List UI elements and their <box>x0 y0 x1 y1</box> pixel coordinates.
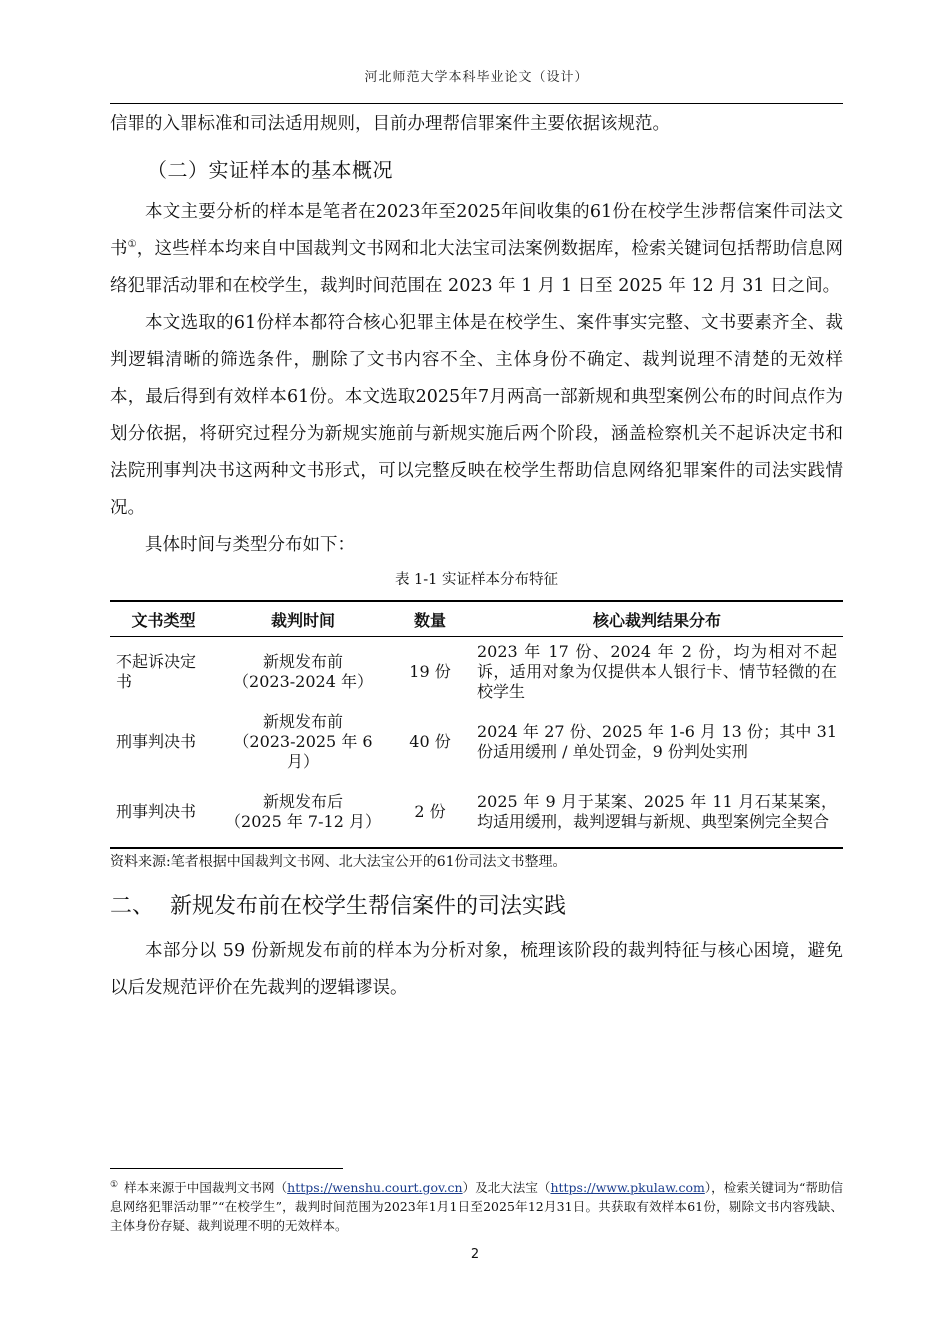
column-header-count: 数量 <box>389 601 471 637</box>
cell-type: 刑事判决书 <box>116 802 197 821</box>
page-number: 2 <box>470 1247 480 1262</box>
footnote-rule <box>110 1168 343 1169</box>
paragraph-sample-overview-text-a: 本文主要分析的样本是笔者在2023年至2025年间收集的61份在校学生涉帮信案件司法文书 <box>110 202 843 259</box>
table-source-note: 资料来源:笔者根据中国裁判文书网、北大法宝公开的61份司法文书整理。 <box>110 854 567 870</box>
table-header-row <box>110 601 843 637</box>
running-header: 河北师范大学本科毕业论文（设计） <box>364 70 589 85</box>
chapter-number: 二、 <box>110 894 155 919</box>
cell-time-main: 新规发布后 <box>262 792 343 811</box>
footnote-text-a: 样本来源于中国裁判文书网（ <box>124 1180 288 1195</box>
cell-time-main: 新规发布前 <box>262 652 343 671</box>
footnote-text-c: ），检索关键词为“帮助信息网络犯罪活动罪”“在校学生”，裁判时间范围为2023年1月1日至2025年12月31日。共获取有效样本61份，剔除文书内容残缺、主体身份存疑、裁判说理不明的无效样本。 <box>110 1180 843 1233</box>
footnote-reference[interactable]: ① <box>127 239 137 251</box>
table-row <box>110 777 843 848</box>
cell-time-range: （2023-2025 年 6 月） <box>233 732 373 771</box>
table-row <box>110 637 843 708</box>
footnote-link-pkulaw[interactable]: https://www.pkulaw.com <box>550 1180 705 1195</box>
chapter-heading <box>110 887 843 927</box>
paragraph-lead: 信罪的入罪标准和司法适用规则，目前办理帮信罪案件主要依据该规范。 <box>110 114 670 134</box>
cell-type: 不起诉决定书 <box>116 652 197 691</box>
cell-time-range: （2025 年 7-12 月） <box>225 812 381 831</box>
cell-result: 2023 年 17 份、2024 年 2 份，均为相对不起诉，适用对象为仅提供本人银行卡、情节轻微的在校学生 <box>477 642 837 701</box>
body-area <box>110 106 843 1007</box>
cell-time-range: （2023-2024 年） <box>233 672 373 691</box>
table-row <box>110 707 843 777</box>
footnote-text-b: ）及北大法宝（ <box>462 1180 551 1195</box>
header-rule <box>110 103 843 104</box>
section-heading: （二）实证样本的基本概况 <box>147 158 393 182</box>
cell-count: 19 份 <box>409 662 451 681</box>
paragraph-table-intro: 具体时间与类型分布如下： <box>145 535 355 555</box>
column-header-time: 裁判时间 <box>217 601 389 637</box>
cell-count: 2 份 <box>414 802 446 821</box>
footnote-link-wenshu[interactable]: https://wenshu.court.gov.cn <box>287 1180 463 1195</box>
paragraph-sample-overview-text-b: ，这些样本均来自中国裁判文书网和北大法宝司法案例数据库，检索关键词包括帮助信息网络犯罪活动罪和在校学生，裁判时间范围在 2023 年 1 月 1 日至 2025 年 12 月 31 日之间。 <box>110 239 844 296</box>
cell-count: 40 份 <box>409 732 451 751</box>
cell-result: 2024 年 27 份、2025 年 1-6 月 13 份；其中 31 份适用缓刑 / 单处罚金，9 份判处实刑 <box>477 722 837 761</box>
sample-distribution-table <box>110 600 843 849</box>
paragraph-sample-overview <box>110 194 843 305</box>
footnote <box>110 1178 843 1235</box>
cell-time <box>217 637 389 708</box>
cell-time <box>217 707 389 777</box>
cell-result: 2025 年 9 月于某案、2025 年 11 月石某某案，均适用缓刑，裁判逻辑与新规、典型案例完全契合 <box>477 792 837 831</box>
column-header-result: 核心裁判结果分布 <box>471 601 843 637</box>
column-header-type: 文书类型 <box>110 601 217 637</box>
footnote-mark: ① <box>110 1179 119 1190</box>
cell-time <box>217 777 389 848</box>
cell-time-main: 新规发布前 <box>262 712 343 731</box>
paragraph-chapter-intro: 本部分以 59 份新规发布前的样本为分析对象，梳理该阶段的裁判特征与核心困境，避免以后发规范评价在先裁判的逻辑谬误。 <box>110 941 843 998</box>
chapter-title: 新规发布前在校学生帮信案件的司法实践 <box>170 894 567 919</box>
cell-type: 刑事判决书 <box>116 732 197 751</box>
table-caption: 表 1-1 实证样本分布特征 <box>394 572 559 588</box>
paragraph-sample-selection: 本文选取的61份样本都符合核心犯罪主体是在校学生、案件事实完整、文书要素齐全、裁判逻辑清晰的筛选条件，删除了文书内容不全、主体身份不确定、裁判说理不清楚的无效样本，最后得到有效样本61份。本文选取2025年7月两高一部新规和典型案例公布的时间点作为划分依据，将研究过程分为新规实施前与新规实施后两个阶段，涵盖检察机关不起诉决定书和法院刑事判决书这两种文书形式，可以完整反映在校学生帮助信息网络犯罪案件的司法实践情况。 <box>110 313 843 518</box>
